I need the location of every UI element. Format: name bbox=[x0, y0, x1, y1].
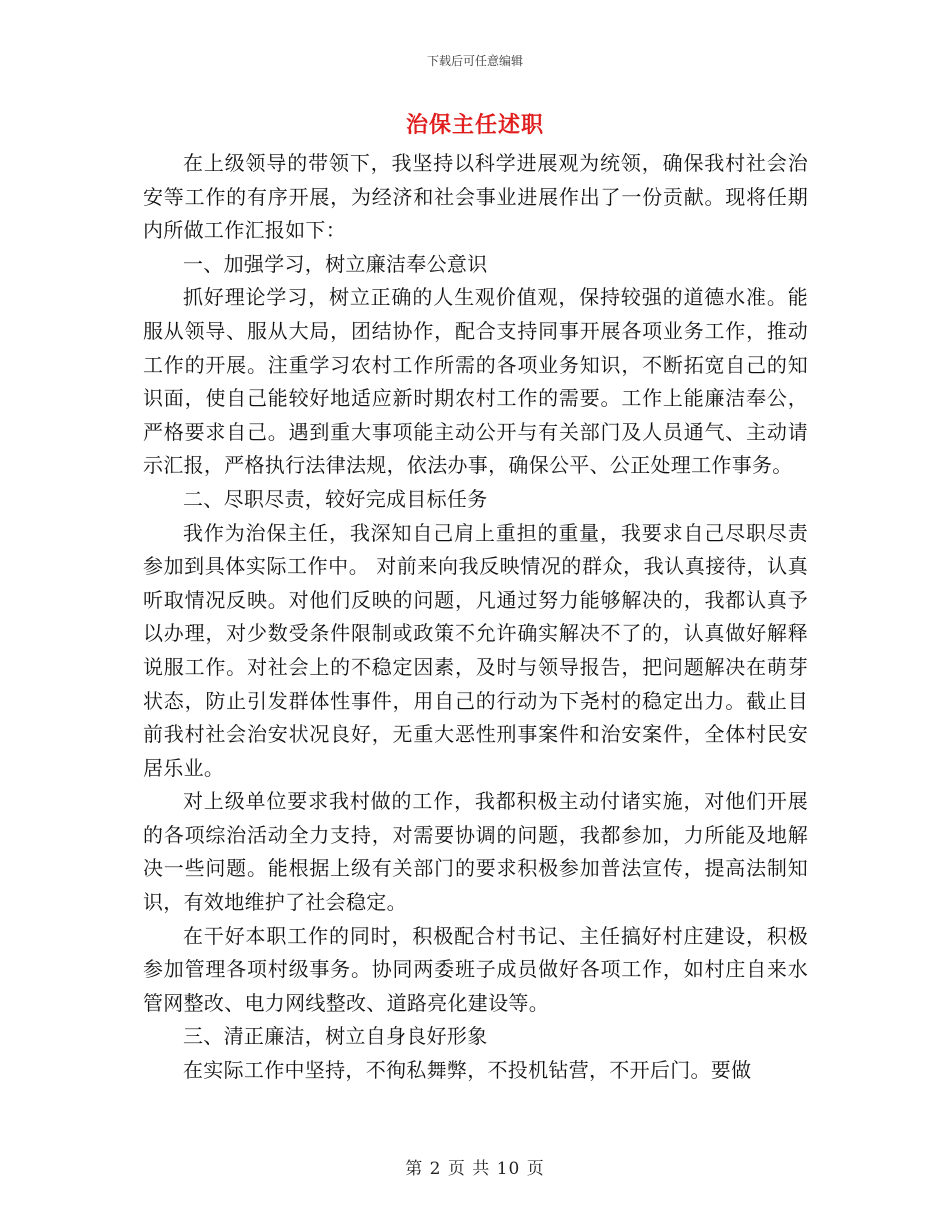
section-heading-2: 二、尽职尽责，较好完成目标任务 bbox=[183, 486, 488, 511]
section-3-paragraph: 在实际工作中坚持，不徇私舞弊，不投机钻营，不开后门。要做 bbox=[183, 1058, 752, 1083]
intro-paragraph: 在上级领导的带领下，我坚持以科学进展观为统领，确保我村社会治安等工作的有序开展，为经济和社会事业进展作出了一份贡献。现将任期内所做工作汇报如下： bbox=[143, 151, 808, 243]
document-body bbox=[143, 147, 808, 1088]
page-number-footer: 第 2 页 共 10 页 bbox=[405, 1159, 545, 1179]
page-header: 下载后可任意编辑 bbox=[426, 54, 523, 68]
section-2-paragraph-1: 我作为治保主任，我深知自己肩上重担的重量，我要求自己尽职尽责参加到具体实际工作中。 对前来向我反映情况的群众，我认真接待，认真听取情况反映。对他们反映的问题，凡通过努力能够解决的，我都认真予以办理，对少数受条件限制或政策不允许确实解决不了的，认真做好解释说服工作。对社会上的不稳定因素，及时与领导报告，把问题解决在萌芽状态，防止引发群体性事件，用自己的行动为下尧村的稳定出力。截止目前我村社会治安状况良好，无重大恶性刑事案件和治安案件，全体村民安居乐业。 bbox=[143, 520, 808, 780]
document-title: 治保主任述职 bbox=[405, 112, 544, 138]
section-1-paragraph: 抓好理论学习，树立正确的人生观价值观，保持较强的道德水准。能服从领导、服从大局，团结协作，配合支持同事开展各项业务工作，推动工作的开展。注重学习农村工作所需的各项业务知识，不断拓宽自己的知识面，使自己能较好地适应新时期农村工作的需要。工作上能廉洁奉公，严格要求自己。遇到重大事项能主动公开与有关部门及人员通气、主动请示汇报，严格执行法律法规，依法办事，确保公平、公正处理工作事务。 bbox=[143, 285, 808, 478]
section-heading-3: 三、清正廉洁，树立自身良好形象 bbox=[183, 1024, 488, 1049]
section-heading-1: 一、加强学习，树立廉洁奉公意识 bbox=[183, 251, 488, 276]
section-2-paragraph-2: 对上级单位要求我村做的工作，我都积极主动付诸实施，对他们开展的各项综治活动全力支持，对需要协调的问题，我都参加，力所能及地解决一些问题。能根据上级有关部门的要求积极参加普法宣传，提高法制知识，有效地维护了社会稳定。 bbox=[143, 789, 808, 915]
section-2-paragraph-3: 在干好本职工作的同时，积极配合村书记、主任搞好村庄建设，积极参加管理各项村级事务。协同两委班子成员做好各项工作，如村庄自来水管网整改、电力网线整改、道路亮化建设等。 bbox=[143, 923, 808, 1015]
